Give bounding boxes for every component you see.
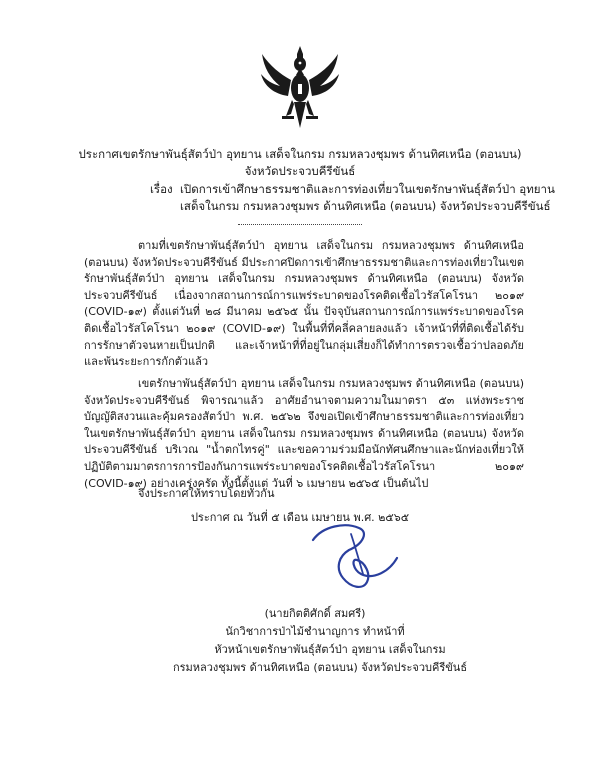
title-line-1: ประกาศเขตรักษาพันธุ์สัตว์ป่า อุทยาน เสด็จในกรม กรมหลวงชุมพร ด้านทิศเหนือ (ตอนบน) <box>78 147 522 161</box>
dotted-divider <box>238 224 362 225</box>
handwritten-signature <box>305 516 415 596</box>
body-paragraph-1: ตามที่เขตรักษาพันธุ์สัตว์ป่า อุทยาน เสด็จในกรม กรมหลวงชุมพร ด้านทิศเหนือ (ตอนบน) จังหวัดประจวบคีรีขันธ์ มีประกาศปิดการเข้าศึกษาธรรมชาติและการท่องเที่ยวในเขตรักษาพันธุ์สัตว์ป่า อุทยาน เสด็จในกรม กรมหลวงชุมพร ด้านทิศเหนือ (ตอนบน) จังหวัดประจวบคีรีขันธ์ เนื่องจากสถานการณ์การแพร่ระบาดของโรคติดเชื้อไวรัสโคโรนา ๒๐๑๙ (COVID-๑๙) ตั้งแต่วันที่ ๒๘ มีนาคม ๒๕๖๕ นั้น ปัจจุบันสถานการณ์การแพร่ระบาดของโรคติดเชื้อไวรัสโคโรนา ๒๐๑๙ (COVID-๑๙) ในพื้นที่ที่คลี่คลายลงแล้ว เจ้าหน้าที่ที่ติดเชื้อได้รับการรักษาตัวจนหายเป็นปกติ และเจ้าหน้าที่ที่อยู่ในกลุ่มเสี่ยงก็ได้ทำการตรวจเชื้อว่าปลอดภัย และพ้นระยะการกักตัวแล้ว <box>84 239 524 369</box>
signatory-position-2: หัวหน้าเขตรักษาพันธุ์สัตว์ป่า อุทยาน เสด็จในกรม <box>214 643 446 656</box>
subject-label: เรื่อง <box>150 182 173 196</box>
page-footer-fragment <box>240 768 360 778</box>
body-paragraph-2: เขตรักษาพันธุ์สัตว์ป่า อุทยาน เสด็จในกรม กรมหลวงชุมพร ด้านทิศเหนือ (ตอนบน) จังหวัดประจวบคีรีขันธ์ พิจารณาแล้ว อาศัยอำนาจตามความในมาตรา ๕๓ แห่งพระราชบัญญัติสงวนและคุ้มครองสัตว์ป่า พ.ศ. ๒๕๖๒ จึงขอเปิดเข้าศึกษาธรรมชาติและการท่องเที่ยวในเขตรักษาพันธุ์สัตว์ป่า อุทยาน เสด็จในกรม กรมหลวงชุมพร ด้านทิศเหนือ (ตอนบน) จังหวัดประจวบคีรีขันธ์ บริเวณ "น้ำตกไทรคู่" และขอความร่วมมือนักทัศนศึกษาและนักท่องเที่ยวให้ปฏิบัติตามมาตรการการป้องกันการแพร่ระบาดของโรคติดเชื้อไวรัสโคโรนา ๒๐๑๙ (COVID-๑๙) อย่างเคร่งครัด ทั้งนี้ตั้งแต่ วันที่ ๖ เมษายน ๒๕๖๕ เป็นต้นไป <box>84 377 524 490</box>
announcement-date: ประกาศ ณ วันที่ ๕ เดือน เมษายน พ.ศ. ๒๕๖๕ <box>190 511 410 524</box>
subject-line-1: เปิดการเข้าศึกษาธรรมชาติและการท่องเที่ยวในเขตรักษาพันธุ์สัตว์ป่า อุทยาน <box>180 182 555 196</box>
signatory-position-3: กรมหลวงชุมพร ด้านทิศเหนือ (ตอนบน) จังหวัดประจวบคีรีขันธ์ <box>172 661 468 674</box>
garuda-emblem-icon <box>258 44 342 134</box>
closing-statement: จึงประกาศให้ทราบโดยทั่วกัน <box>138 487 275 500</box>
signatory-name: (นายกิตติศักดิ์ สมศรี) <box>264 607 366 620</box>
title-line-2: จังหวัดประจวบคีรีขันธ์ <box>244 164 356 178</box>
subject <box>150 181 570 215</box>
subject-line-2: เสด็จในกรม กรมหลวงชุมพร ด้านทิศเหนือ (ตอนบน) จังหวัดประจวบคีรีขันธ์ <box>180 199 551 213</box>
signatory-position-1: นักวิชาการป่าไม้ชำนาญการ ทำหน้าที่ <box>225 625 405 638</box>
